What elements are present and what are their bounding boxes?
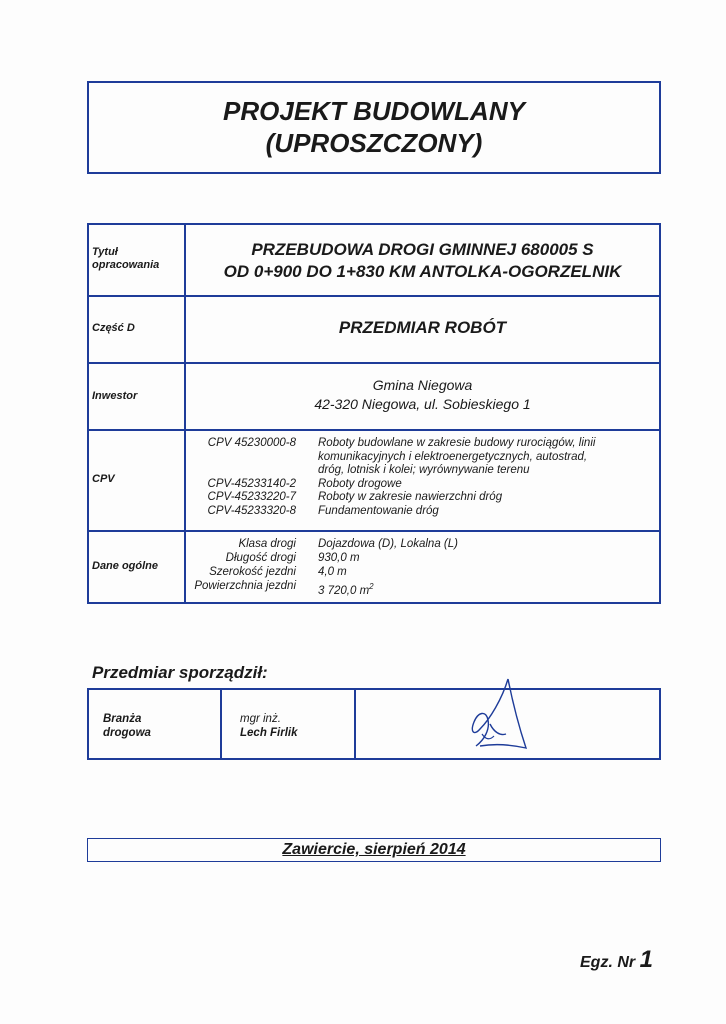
cpv-code: CPV-45233220-7 xyxy=(207,491,296,503)
copy-number-value: 1 xyxy=(639,946,653,973)
general-key: Długość drogi xyxy=(225,552,296,564)
label-line: Tytuł xyxy=(92,246,118,258)
person-name: Lech Firlik xyxy=(240,727,298,739)
info-table xyxy=(87,223,661,604)
branch-line: drogowa xyxy=(103,727,151,739)
place-date: Zawiercie, sierpień 2014 xyxy=(282,841,466,858)
row-general xyxy=(89,530,659,602)
cpv-description: Fundamentowanie dróg xyxy=(318,504,439,517)
person-title: mgr inż. xyxy=(240,713,281,725)
area-value: 3 720,0 m xyxy=(318,584,370,597)
cpv-code: CPV-45233320-8 xyxy=(207,504,296,517)
place-date-box xyxy=(87,838,661,862)
area-superscript: 2 xyxy=(369,582,374,591)
value-line: Gmina Niegowa xyxy=(372,377,473,393)
cpv-description: Roboty w zakresie nawierzchni dróg xyxy=(318,491,503,503)
row-investor xyxy=(89,362,659,431)
cpv-code: CPV-45233140-2 xyxy=(207,477,296,490)
general-key: Powierzchnia jezdni xyxy=(194,580,296,592)
general-value: 4,0 m xyxy=(318,566,347,578)
branch-cell xyxy=(103,712,151,740)
signature-drawing xyxy=(460,674,540,764)
copy-number xyxy=(580,946,653,974)
general-value: 930,0 m xyxy=(318,552,360,564)
desc-line: Roboty budowlane w zakresie budowy rurociągów, linii xyxy=(318,437,596,449)
row-title-label xyxy=(92,246,159,272)
row-part-label: Część D xyxy=(92,322,135,334)
general-value xyxy=(318,580,638,598)
cpv-description: Roboty drogowe xyxy=(318,477,402,490)
value-line: PRZEBUDOWA DROGI GMINNEJ 680005 S xyxy=(251,240,594,259)
row-part xyxy=(89,295,659,364)
row-investor-value xyxy=(186,376,659,414)
label-line: opracowania xyxy=(92,259,160,271)
row-cpv xyxy=(89,429,659,532)
value-line: OD 0+900 DO 1+830 KM ANTOLKA-OGORZELNIK xyxy=(223,262,622,281)
column-divider xyxy=(354,690,356,758)
row-title xyxy=(89,225,659,297)
signature-table xyxy=(87,688,661,760)
value-line: 42-320 Niegowa, ul. Sobieskiego 1 xyxy=(314,396,531,412)
branch-line: Branża xyxy=(103,713,142,725)
cpv-code: CPV 45230000-8 xyxy=(207,437,296,449)
general-key: Klasa drogi xyxy=(238,538,296,550)
general-value: Dojazdowa (D), Lokalna (L) xyxy=(318,538,458,550)
title-line-1: PROJEKT BUDOWLANY xyxy=(223,96,525,126)
title-line-2: (UPROSZCZONY) xyxy=(265,128,483,158)
copy-label: Egz. Nr xyxy=(580,954,636,971)
prepared-by-heading: Przedmiar sporządził: xyxy=(92,663,268,682)
cpv-description xyxy=(318,437,638,478)
column-divider xyxy=(220,690,222,758)
title-box xyxy=(87,81,661,174)
general-key: Szerokość jezdni xyxy=(209,566,296,578)
desc-line: dróg, lotnisk i kolei; wyrównywanie terenu xyxy=(318,464,530,476)
row-part-value: PRZEDMIAR ROBÓT xyxy=(338,318,507,337)
person-cell xyxy=(240,712,298,740)
row-general-label: Dane ogólne xyxy=(92,560,159,572)
desc-line: komunikacyjnych i elektroenergetycznych, autostrad, xyxy=(318,450,588,463)
row-cpv-label: CPV xyxy=(92,473,115,485)
row-title-value xyxy=(186,239,659,283)
row-investor-label: Inwestor xyxy=(92,390,138,402)
